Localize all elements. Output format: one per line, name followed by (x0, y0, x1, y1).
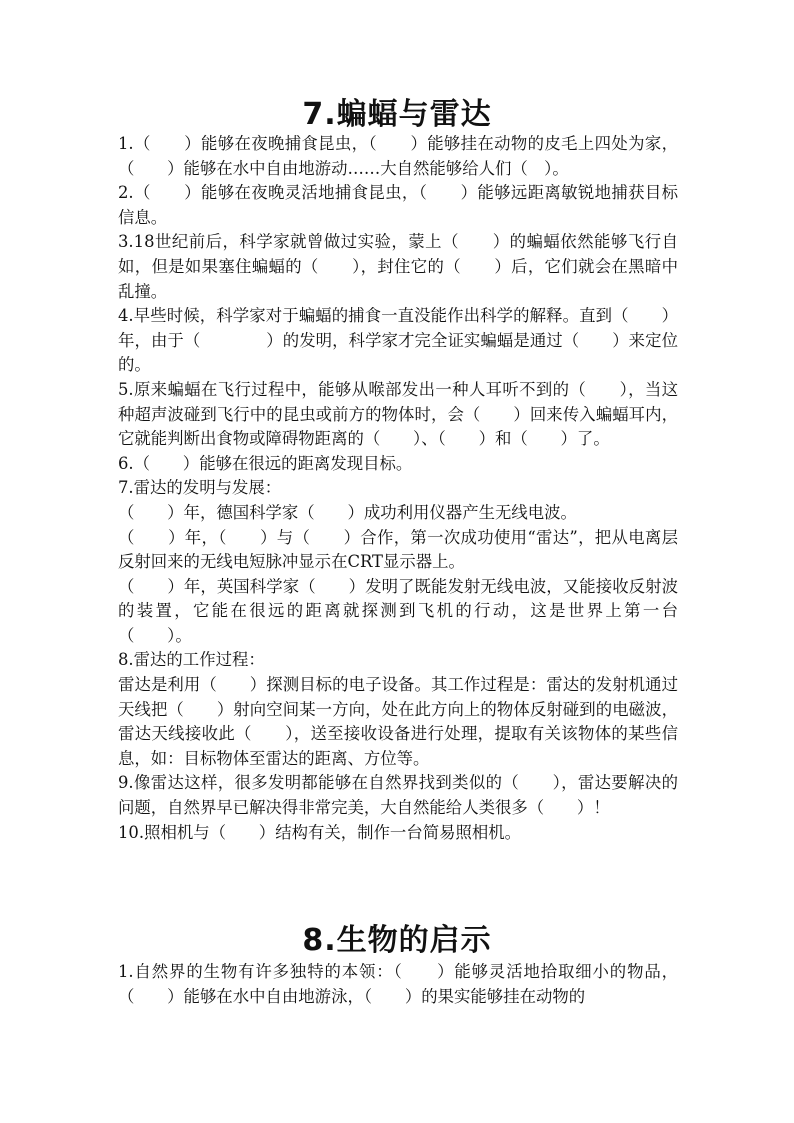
question-subitem: （ ）年，英国科学家（ ）发明了既能发射无线电波，又能接收反射波的装置，它能在很远的距离就探测到飞机的行动，这是世界上第一台（ ）。 (118, 576, 678, 645)
question-item: 1.（ ）能够在夜晚捕食昆虫，（ ）能够挂在动物的皮毛上四处为家，（ ）能够在水中自由地游动……大自然能够给人们（ ）。 (118, 134, 678, 178)
question-subitem: （ ）年，（ ）与（ ）合作，第一次成功使用“雷达”，把从电离层反射回来的无线电短脉冲显示在CRT显示器上。 (118, 527, 678, 572)
question-subitem: （ ）年，德国科学家（ ）成功利用仪器产生无线电波。 (118, 502, 577, 522)
question-item: 3.18世纪前后，科学家就曾做过实验，蒙上（ ）的蝙蝠依然能够飞行自如，但是如果塞住蝙蝠的（ ），封住它的（ ）后，它们就会在黑暗中乱撞。 (118, 232, 678, 301)
question-item: 10.照相机与（ ）结构有关，制作一台简易照相机。 (118, 822, 522, 842)
section-title: 8.生物的启示 (302, 923, 492, 958)
question-item: 6.（ ）能够在很远的距离发现目标。 (118, 453, 413, 473)
question-item: 8.雷达的工作过程： (118, 650, 265, 670)
section-title: 7.蝙蝠与雷达 (302, 97, 492, 132)
section-body (118, 960, 678, 1009)
question-subitem: 雷达是利用（ ）探测目标的电子设备。其工作过程是：雷达的发射机通过天线把（ ）射向空间某一方向，处在此方向上的物体反射碰到的电磁波，雷达天线接收此（ ），送至接收设备进行处理，提取有关该物体的某些信息，如：目标物体至雷达的距离、方位等。 (118, 675, 678, 768)
question-item: 4.早些时候，科学家对于蝙蝠的捕食一直没能作出科学的解释。直到（ ）年，由于（ ）的发明，科学家才完全证实蝙蝠是通过（ ）来定位的。 (118, 306, 678, 375)
question-item: 9.像雷达这样，很多发明都能够在自然界找到类似的（ ），雷达要解决的问题，自然界早已解决得非常完美，大自然能给人类很多（ ）！ (118, 773, 678, 818)
section-body (118, 132, 678, 845)
question-item: 1.自然界的生物有许多独特的本领：（ ）能够灵活地拾取细小的物品，（ ）能够在水中自由地游泳，（ ）的果实能够挂在动物的 (118, 962, 678, 1006)
question-item: 2.（ ）能够在夜晚灵活地捕食昆虫，（ ）能够远距离敏锐地捕获目标信息。 (118, 183, 678, 227)
question-item: 5.原来蝙蝠在飞行过程中，能够从喉部发出一种人耳听不到的（ ），当这种超声波碰到飞行中的昆虫或前方的物体时，会（ ）回来传入蝙蝠耳内，它就能判断出食物或障碍物距离的（ ）、（ ）和（ ）了。 (118, 379, 678, 449)
question-item: 7.雷达的发明与发展： (118, 478, 282, 498)
